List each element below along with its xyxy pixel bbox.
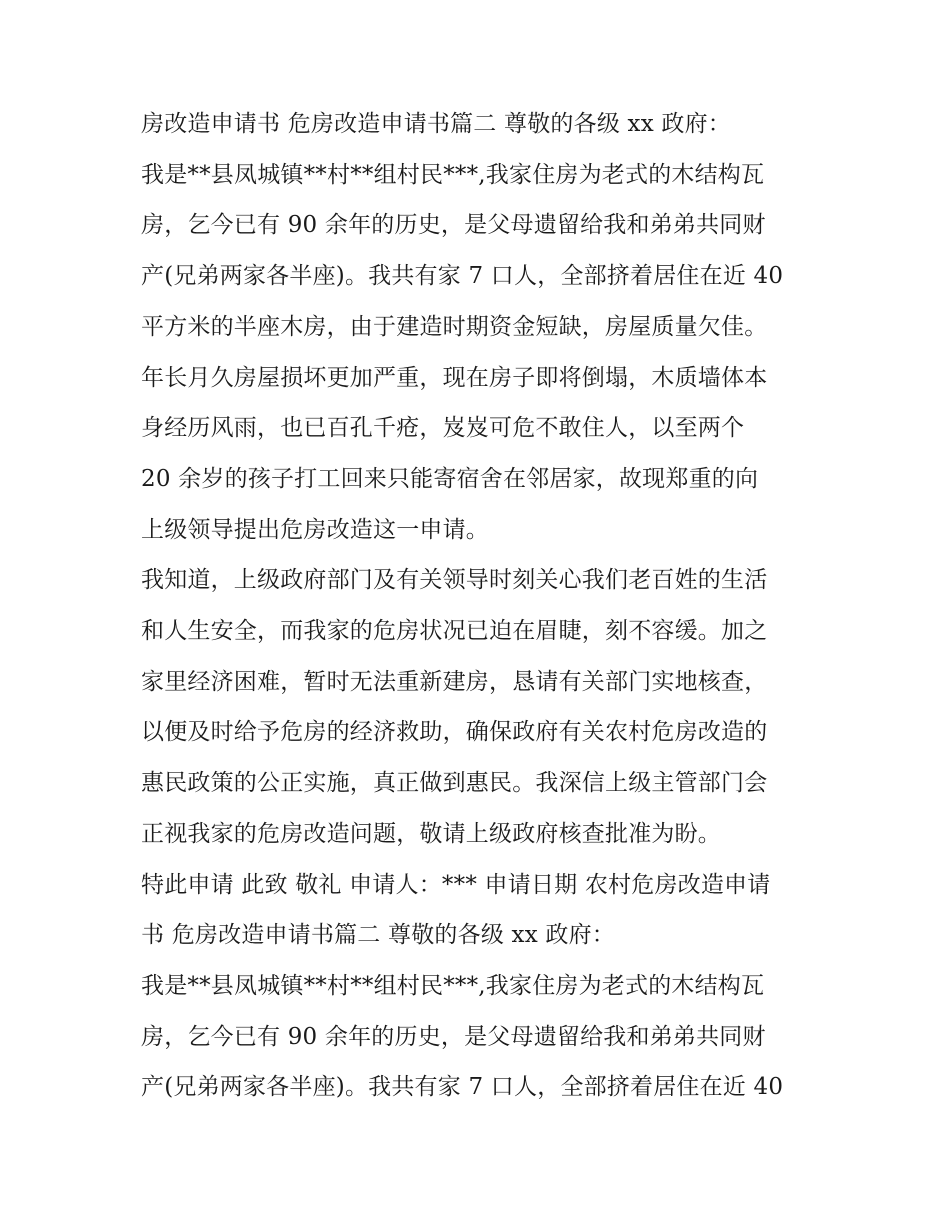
text-line: 平方米的半座木房，由于建造时期资金短缺，房屋质量欠佳。 (141, 313, 768, 340)
text-line: 以便及时给予危房的经济救助，确保政府有关农村危房改造的 (141, 719, 768, 746)
text-line: 房，乞今已有 90 余年的历史，是父母遗留给我和弟弟共同财 (141, 1023, 766, 1050)
text-line: 书 危房改造申请书篇二 尊敬的各级 xx 政府： (141, 922, 615, 949)
text-line: 身经历风雨，也已百孔千疮，岌岌可危不敢住人，以至两个 (141, 415, 745, 442)
text-line: 我是**县凤城镇**村**组村民***,我家住房为老式的木结构瓦 (141, 161, 765, 188)
text-line: 家里经济困难，暂时无法重新建房，恳请有关部门实地核查， (141, 668, 768, 695)
text-line: 和人生安全，而我家的危房状况已迫在眉睫，刻不容缓。加之 (141, 618, 768, 644)
text-line: 特此申请 此致 敬礼 申请人：*** 申请日期 农村危房改造申请 (141, 871, 771, 898)
text-line: 正视我家的危房改造问题，敬请上级政府核查批准为盼。 (141, 820, 721, 847)
text-line: 我知道，上级政府部门及有关领导时刻关心我们老百姓的生活 (141, 567, 768, 594)
text-line: 房改造申请书 危房改造申请书篇二 尊敬的各级 xx 政府： (141, 111, 731, 137)
text-line: 惠民政策的公正实施，真正做到惠民。我深信上级主管部门会 (141, 770, 768, 797)
text-line: 我是**县凤城镇**村**组村民***,我家住房为老式的木结构瓦 (141, 972, 765, 999)
text-line: 20 余岁的孩子打工回来只能寄宿舍在邻居家，故现郑重的向 (141, 465, 759, 492)
text-line: 产(兄弟两家各半座)。我共有家 7 口人，全部挤着居住在近 40 (141, 263, 784, 290)
text-line: 产(兄弟两家各半座)。我共有家 7 口人，全部挤着居住在近 40 (141, 1074, 784, 1101)
text-line: 年长月久房屋损坏更加严重，现在房子即将倒塌，木质墙体本 (141, 364, 768, 391)
text-line: 上级领导提出危房改造这一申请。 (141, 516, 489, 543)
text-line: 房，乞今已有 90 余年的历史，是父母遗留给我和弟弟共同财 (141, 212, 766, 239)
